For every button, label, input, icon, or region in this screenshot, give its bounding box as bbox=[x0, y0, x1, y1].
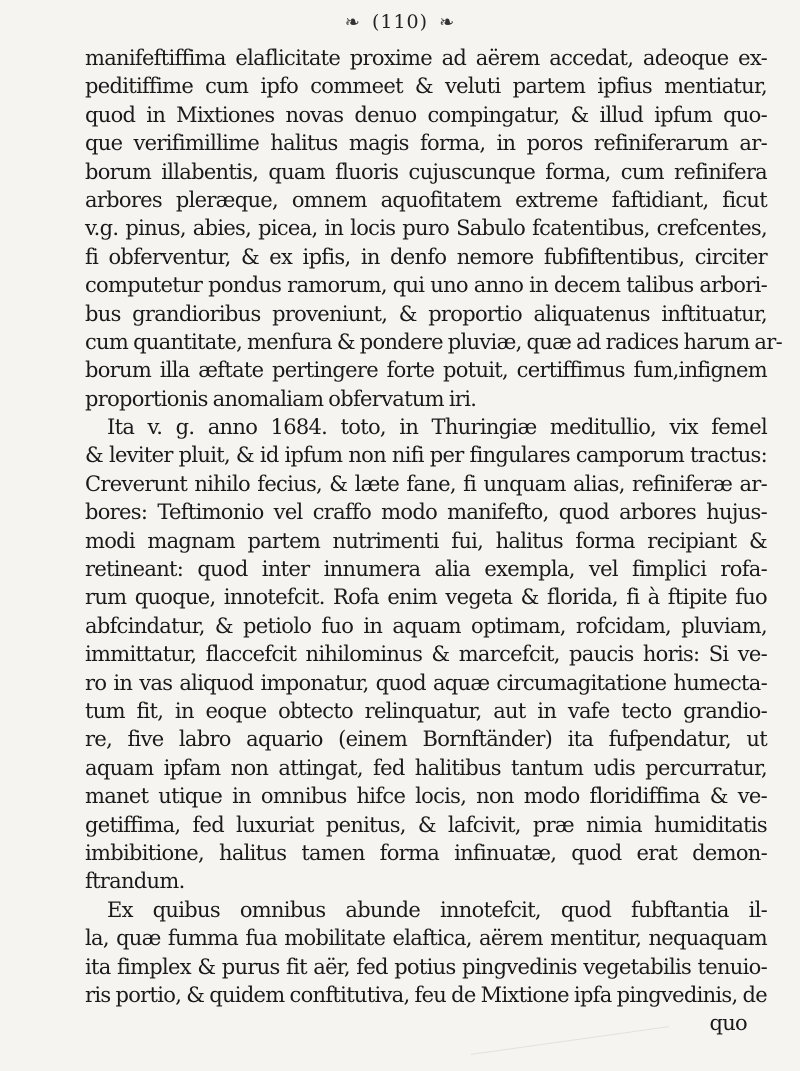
text-line: ftrandum. bbox=[85, 869, 185, 894]
text-line: quod in Mixtiones novas denuo compingatur, & illud ipfum quo- bbox=[85, 102, 767, 127]
text-line: bus grandioribus proveniunt, & proportio aliquatenus inftituatur, bbox=[85, 301, 767, 326]
text-line: Ita v. g. anno 1684. toto, in Thuringiæ meditullio, vix femel bbox=[107, 415, 767, 440]
text-line: la, quæ fumma fua mobilitate elaftica, aërem mentitur, nequaquam bbox=[85, 926, 767, 951]
text-line: ita fimplex & purus fit aër, fed potius pingvedinis vegetabilis tenuio- bbox=[85, 954, 767, 979]
text-line: arbores pleræque, omnem aquofitatem extreme faftidiant, ficut bbox=[85, 187, 767, 212]
text-line: ris portio, & quidem conftitutiva, feu de Mixtione ipfa pingvedinis, de bbox=[85, 982, 767, 1007]
page-header: ❧ (110) ❧ bbox=[344, 11, 456, 33]
text-line: manifeftiffima elaflicitate proxime ad aërem accedat, adeoque ex- bbox=[85, 46, 767, 70]
text-line: computetur pondus ramorum, qui uno anno in decem talibus arbori- bbox=[85, 273, 767, 298]
ornament-right-icon: ❧ bbox=[439, 11, 456, 33]
text-line: abfcindatur, & petiolo fuo in aquam optimam, rofcidam, pluviam, bbox=[85, 613, 767, 638]
page-number: 110 bbox=[380, 11, 420, 33]
text-line: Ex quibus omnibus abunde innotefcit, quod fubftantia il- bbox=[107, 897, 767, 922]
text-line: & leviter pluit, & id ipfum non nifi per fingulares camporum tractus: bbox=[85, 443, 767, 468]
text-line: borum illa æftate pertingere forte potuit, certiffimus fum,infignem bbox=[85, 358, 767, 383]
text-line: que verifimillime halitus magis forma, in poros refiniferarum ar- bbox=[85, 131, 767, 156]
text-line: borum illabentis, quam fluoris cujuscunque forma, cum refinifera bbox=[85, 159, 767, 184]
text-line: v.g. pinus, abies, picea, in locis puro Sabulo fcatentibus, crefcentes, bbox=[85, 216, 767, 241]
text-line: fi obferventur, & ex ipfis, in denfo nemore fubfiftentibus, circiter bbox=[85, 244, 767, 269]
ornament-left-icon: ❧ bbox=[344, 11, 361, 33]
text-line: getiffima, fed luxuriat penitus, & lafcivit, præ nimia humiditatis bbox=[85, 812, 767, 837]
text-line: proportionis anomaliam obfervatum iri. bbox=[85, 386, 477, 411]
text-line: aquam ipfam non attingat, fed halitibus tantum udis percurratur, bbox=[85, 755, 767, 780]
text-line: manet utique in omnibus hifce locis, non modo floridiffima & ve- bbox=[85, 784, 767, 809]
text-line: Creverunt nihilo fecius, & læte fane, fi unquam alias, refiniferæ ar- bbox=[85, 471, 767, 496]
text-line: rum quoque, innotefcit. Rofa enim vegeta & florida, fi à ftipite fuo bbox=[85, 585, 767, 610]
text-line: imbibitione, halitus tamen forma infinuatæ, quod erat demon- bbox=[85, 840, 767, 865]
text-line: re, five labro aquario (einem Bornftänder) ita fufpendatur, ut bbox=[85, 727, 767, 752]
catchword: quo bbox=[709, 1011, 747, 1036]
text-line: tum fit, in eoque obtecto relinquatur, aut in vafe tecto grandio- bbox=[85, 698, 767, 723]
text-line: cum quantitate, menfura & pondere pluviæ, quæ ad radices harum ar- bbox=[85, 329, 782, 354]
text-line: bores: Teftimonio vel craffo modo manifefto, quod arbores hujus- bbox=[85, 500, 767, 525]
text-line: retineant: quod inter innumera alia exempla, vel fimplici rofa- bbox=[85, 557, 767, 582]
text-line: peditiffime cum ipfo commeet & veluti partem ipfius mentiatur, bbox=[85, 74, 767, 99]
text-line: ro in vas aliquod imponatur, quod aquæ circumagitatione humecta- bbox=[85, 670, 767, 695]
text-line: immittatur, flaccefcit nihilominus & marcefcit, paucis horis: Si ve- bbox=[85, 642, 767, 667]
text-line: modi magnam partem nutrimenti fui, halitus forma recipiant & bbox=[85, 528, 767, 553]
body-text bbox=[85, 44, 782, 1038]
